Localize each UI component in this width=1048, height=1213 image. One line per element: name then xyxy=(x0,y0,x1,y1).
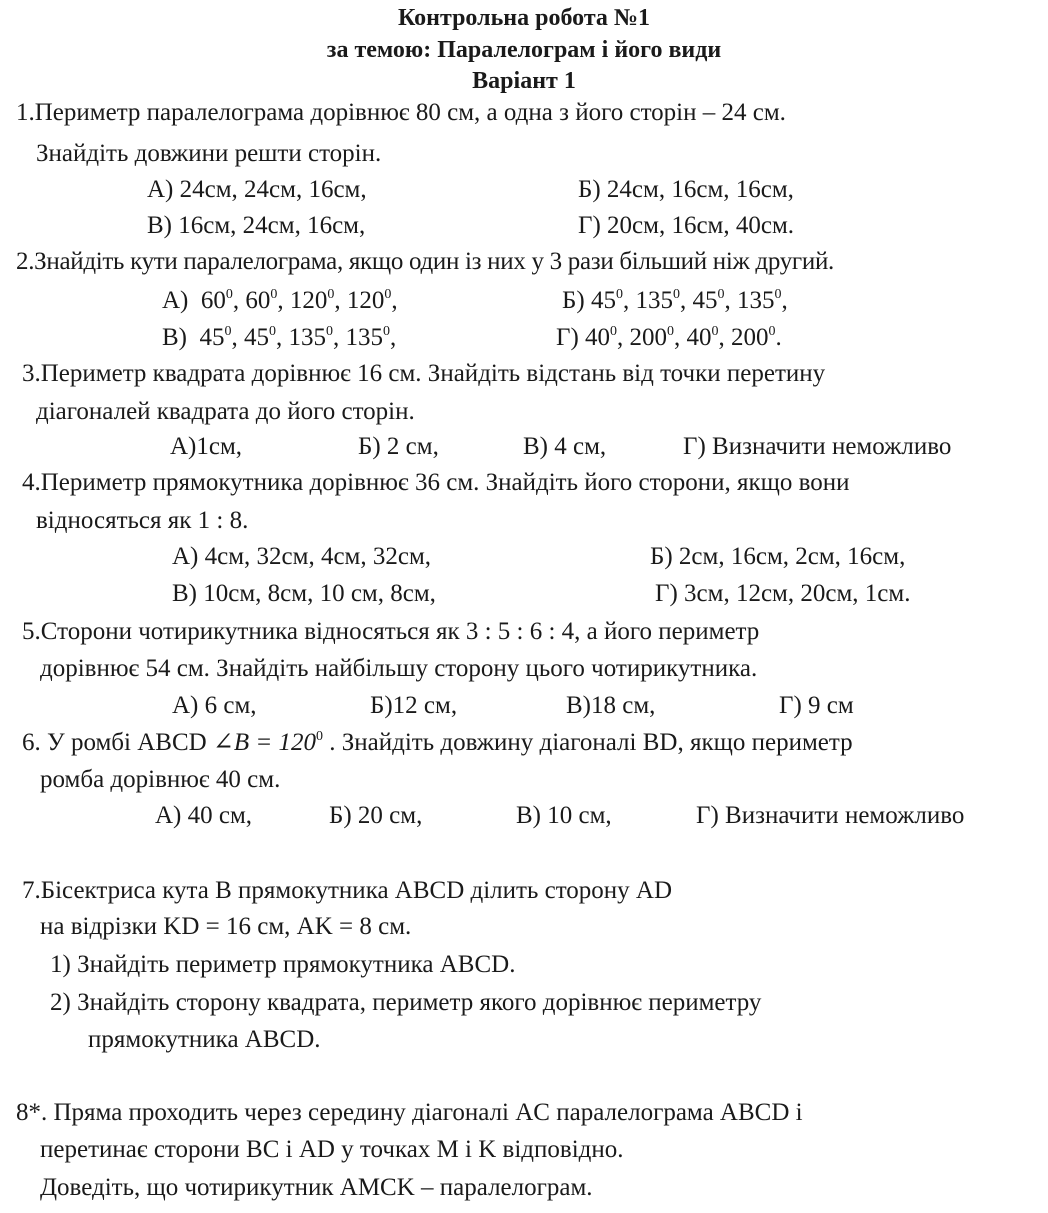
doc-title: Контрольна робота №1 xyxy=(397,5,651,31)
q8-text-line2: перетинає сторони BC і AD у точках M і K відповідно. xyxy=(40,1136,624,1163)
q7-sub2-line1: 2) Знайдіть сторону квадрата, периметр якого дорівнює периметру xyxy=(50,989,762,1016)
q1-text-line2: Знайдіть довжини решти сторін. xyxy=(36,140,382,167)
q4-option-a: А) 4см, 32см, 4см, 32см, xyxy=(172,543,432,570)
q4-text-line2: відносяться як 1 : 8. xyxy=(36,507,249,534)
q1-option-a: А) 24см, 24см, 16см, xyxy=(147,176,367,203)
q6-option-a: А) 40 см, xyxy=(155,802,253,829)
q3-option-b: Б) 2 см, xyxy=(358,433,439,460)
q7-sub2-line2: прямокутника ABCD. xyxy=(88,1026,321,1053)
q6-option-g: Г) Визначити неможливо xyxy=(696,802,965,829)
q7-text-line1: 7.Бісектриса кута B прямокутника ABCD ділить сторону AD xyxy=(22,877,673,904)
q2-option-b: Б) $45^0$, $135^0$, $45^0$, $135^0$, xyxy=(562,287,788,314)
q5-option-g: Г) 9 см xyxy=(779,692,854,719)
q2-option-a: А) $60^0$, $60^0$, $120^0$, $120^0$, xyxy=(162,287,398,314)
q4-option-v: В) 10см, 8см, 10 см, 8см, xyxy=(172,580,436,607)
q6-option-b: Б) 20 см, xyxy=(329,802,423,829)
doc-variant: Варіант 1 xyxy=(472,68,576,94)
q3-text-line1: 3.Периметр квадрата дорівнює 16 см. Знайдіть відстань від точки перетину xyxy=(22,360,826,387)
q3-option-v: В) 4 см, xyxy=(523,433,607,460)
q5-text-line1: 5.Сторони чотирикутника відносяться як 3 : 5 : 6 : 4, а його периметр xyxy=(22,618,760,645)
q8-text-line1: 8*. Пряма проходить через середину діагоналі AC паралелограма ABCD і xyxy=(16,1099,803,1126)
q7-text-line2: на відрізки KD = 16 см, AK = 8 см. xyxy=(40,913,412,940)
q6-text-line2: ромба дорівнює 40 см. xyxy=(40,766,281,793)
q8-text-line3: Доведіть, що чотирикутник AMCK – паралелограм. xyxy=(40,1174,593,1201)
q6-angle: ∠B = 120 xyxy=(212,729,317,756)
q1-text-line1: 1.Периметр паралелограма дорівнює 80 см, а одна з його сторін – 24 см. xyxy=(16,99,786,126)
doc-topic: за темою: Паралелограм і його види xyxy=(326,37,722,63)
q1-option-g: Г) 20см, 16см, 40см. xyxy=(578,212,795,239)
q2-option-v: В) $45^0$, $45^0$, $135^0$, $135^0$, xyxy=(162,324,397,351)
q5-text-line2: дорівнює 54 см. Знайдіть найбільшу сторону цього чотирикутника. xyxy=(40,655,758,682)
q3-text-line2: діагоналей квадрата до його сторін. xyxy=(36,398,415,425)
q7-sub1: 1) Знайдіть периметр прямокутника ABCD. xyxy=(50,951,516,978)
q2-text-line1: 2.Знайдіть кути паралелограма, якщо один із них у 3 рази більший ніж другий. xyxy=(16,248,834,275)
q1-option-b: Б) 24см, 16см, 16см, xyxy=(578,176,794,203)
q3-option-g: Г) Визначити неможливо xyxy=(683,433,952,460)
q2-option-g: Г) $40^0$, $200^0$, $40^0$, $200^0$. xyxy=(556,324,782,351)
q5-option-a: А) 6 см, xyxy=(172,692,257,719)
q5-option-v: В)18 см, xyxy=(566,692,656,719)
q1-option-v: В) 16см, 24см, 16см, xyxy=(147,212,366,239)
q6-option-v: В) 10 см, xyxy=(516,802,612,829)
q3-option-a: А)1см, xyxy=(170,433,243,460)
q5-option-b: Б)12 см, xyxy=(370,692,458,719)
q4-text-line1: 4.Периметр прямокутника дорівнює 36 см. Знайдіть його сторони, якщо вони xyxy=(22,469,850,496)
q4-option-b: Б) 2см, 16см, 2см, 16см, xyxy=(650,543,906,570)
q4-option-g: Г) 3см, 12см, 20см, 1см. xyxy=(655,580,911,607)
q6-text-line1: 6. У ромбі ABCD ∠B = $120^0$ . Знайдіть довжину діагоналі BD, якщо периметр xyxy=(22,729,853,756)
